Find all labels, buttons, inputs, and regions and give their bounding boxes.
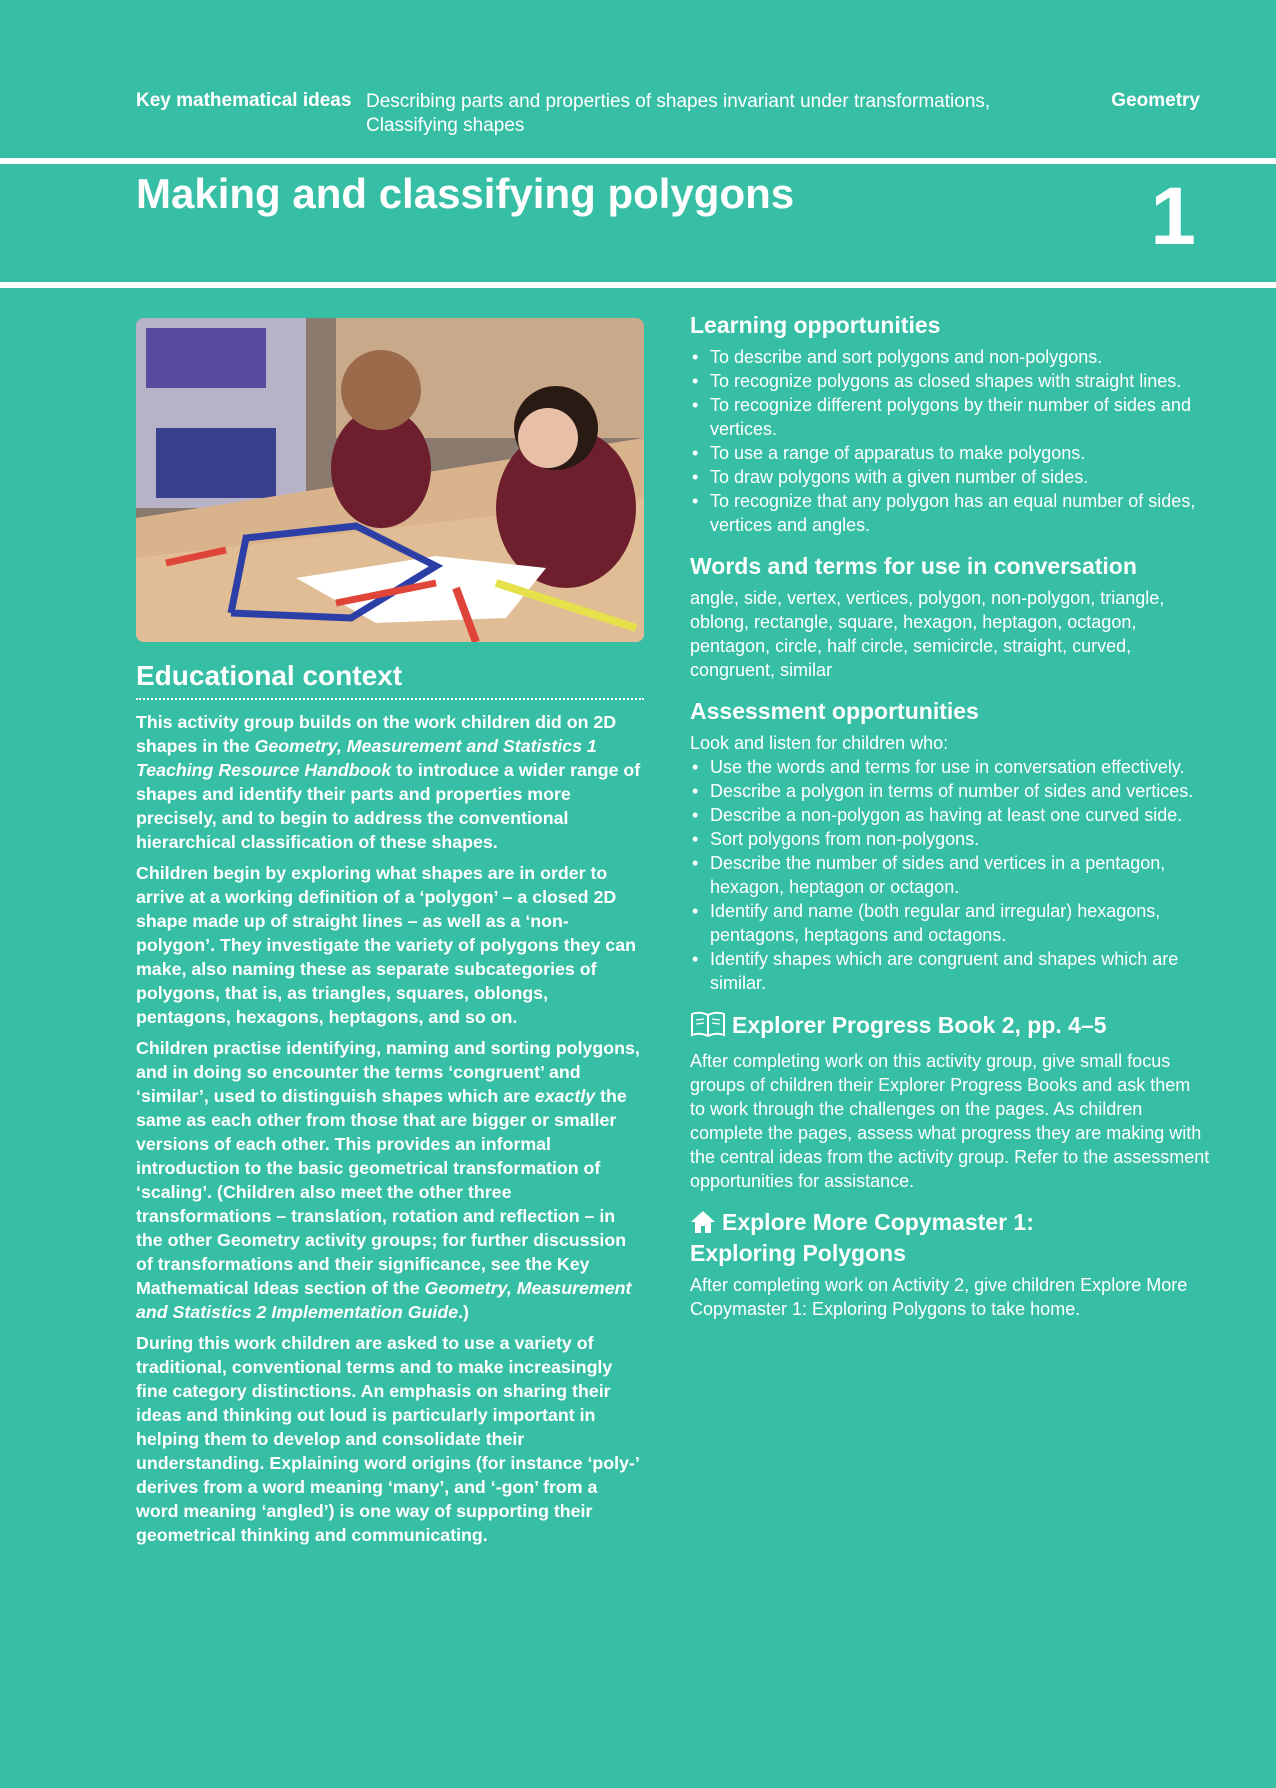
list-item: • To describe and sort polygons and non-polygons. <box>690 345 1210 369</box>
context-p3-emphasis: exactly <box>534 1086 596 1106</box>
key-ideas-description <box>366 90 1046 138</box>
context-paragraph-1 <box>136 710 644 854</box>
right-column <box>690 312 1210 1321</box>
chapter-number: 1 <box>1150 171 1196 262</box>
house-icon <box>690 1210 716 1240</box>
list-item: • Identify and name (both regular and irregular) hexagons, pentagons, heptagons and octagons. <box>690 899 1210 947</box>
learning-opportunities-heading: Learning opportunities <box>690 312 941 338</box>
open-book-icon <box>690 1011 726 1043</box>
context-p3-title: Geometry, Measurement and Statistics 2 Implementation Guide <box>136 1278 632 1322</box>
bottom-divider <box>0 282 1276 288</box>
list-item: • To draw polygons with a given number of sides. <box>690 465 1210 489</box>
context-paragraph-3 <box>136 1036 644 1324</box>
educational-context-heading-wrap <box>136 660 644 700</box>
assessment-intro: Look and listen for children who: <box>690 733 949 753</box>
context-p3-text-c: .) <box>458 1302 469 1322</box>
key-ideas-line-2: Classifying shapes <box>366 115 525 136</box>
words-terms-text: angle, side, vertex, vertices, polygon, non-polygon, triangle, oblong, rectangle, square, hexagon, heptagon, octagon, pentagon, circle, half circle, semicircle, straight, curved, congruent, similar <box>690 588 1165 680</box>
explore-more-text: After completing work on Activity 2, give children Explore More Copymaster 1: Exploring Polygons to take home. <box>690 1275 1188 1319</box>
list-item: • Identify shapes which are congruent and shapes which are similar. <box>690 947 1210 995</box>
words-terms-heading: Words and terms for use in conversation <box>690 553 1137 579</box>
educational-context-section <box>136 660 644 1554</box>
classroom-photo <box>136 318 644 642</box>
assessment-heading: Assessment opportunities <box>690 698 979 724</box>
list-item: • Describe a polygon in terms of number of sides and vertices. <box>690 779 1210 803</box>
context-p1-title: Geometry, Measurement and Statistics 1 Teaching Resource Handbook <box>136 736 597 780</box>
page-title: Making and classifying polygons <box>136 170 795 217</box>
context-paragraph-4: During this work children are asked to use a variety of traditional, conventional terms and to make increasingly fine category distinctions. An emphasis on sharing their ideas and thinking out loud is particularly important in helping them to develop and consolidate their understanding. Explaining word origins (for instance ‘poly-’ derives from a word meaning ‘many’, and ‘-gon’ from a word meaning ‘angled’) is one way of supporting their geometrical thinking and communicating. <box>136 1333 639 1545</box>
list-item: • Describe the number of sides and vertices in a pentagon, hexagon, heptagon or octagon. <box>690 851 1210 899</box>
context-p3-text-a: Children practise identifying, naming and sorting polygons, and in doing so encounter the terms ‘congruent’ and ‘similar’, used to distinguish shapes which are <box>136 1038 640 1106</box>
top-divider <box>0 158 1276 164</box>
context-paragraph-2: Children begin by exploring what shapes are in order to arrive at a working definition of a ‘polygon’ – a closed 2D shape made up of straight lines – as well as a ‘non-polygon’. They investigate the variety of polygons they can make, also naming these as separate subcategories of polygons, that is, as triangles, squares, oblongs, pentagons, hexagons, heptagons, and so on. <box>136 863 636 1027</box>
explorer-progress-heading <box>690 1011 1210 1043</box>
explore-more-title-line-1: Explore More Copymaster 1: <box>722 1209 1034 1235</box>
explorer-progress-text: After completing work on this activity group, give small focus groups of children their Explorer Progress Books and ask them to work through the challenges on the pages. As children complete the pages, assess what progress they are making with the central ideas from the activity group. Refer to the assessment opportunities for assistance. <box>690 1051 1210 1191</box>
explore-more-title-line-2: Exploring Polygons <box>690 1240 906 1266</box>
key-ideas-label: Key mathematical ideas <box>136 90 352 111</box>
explorer-progress-title: Explorer Progress Book 2, pp. 4–5 <box>732 1012 1107 1038</box>
list-item: • To recognize that any polygon has an equal number of sides, vertices and angles. <box>690 489 1210 537</box>
list-item: • Describe a non-polygon as having at least one curved side. <box>690 803 1210 827</box>
context-p1-text-b: to introduce a wider range of shapes and identify their parts and properties more precisely, and to begin to address the conventional hierarchical classification of these shapes. <box>136 760 641 852</box>
list-item: • To use a range of apparatus to make polygons. <box>690 441 1210 465</box>
key-ideas-line-1: Describing parts and properties of shapes invariant under transformations, <box>366 91 991 112</box>
context-p1-text-a: This activity group builds on the work children did on 2D shapes in the <box>136 712 617 756</box>
subject-label: Geometry <box>1111 90 1200 111</box>
educational-context-heading: Educational context <box>136 660 403 691</box>
context-p3-text-b: the same as each other from those that are bigger or smaller versions of each other. This provides an informal introduction to the basic geometrical transformation of ‘scaling’. (Children also meet the other three transformations – translation, rotation and reflection – in the other Geometry activity groups; for further discussion of transformations and their significance, see the Key Mathematical Ideas section of the <box>136 1086 627 1298</box>
assessment-list <box>690 755 1210 995</box>
list-item: • To recognize polygons as closed shapes with straight lines. <box>690 369 1210 393</box>
list-item: • Sort polygons from non-polygons. <box>690 827 1210 851</box>
list-item: • To recognize different polygons by their number of sides and vertices. <box>690 393 1210 441</box>
list-item: • Use the words and terms for use in conversation effectively. <box>690 755 1210 779</box>
explore-more-heading <box>690 1209 1210 1267</box>
learning-opportunities-list <box>690 345 1210 537</box>
